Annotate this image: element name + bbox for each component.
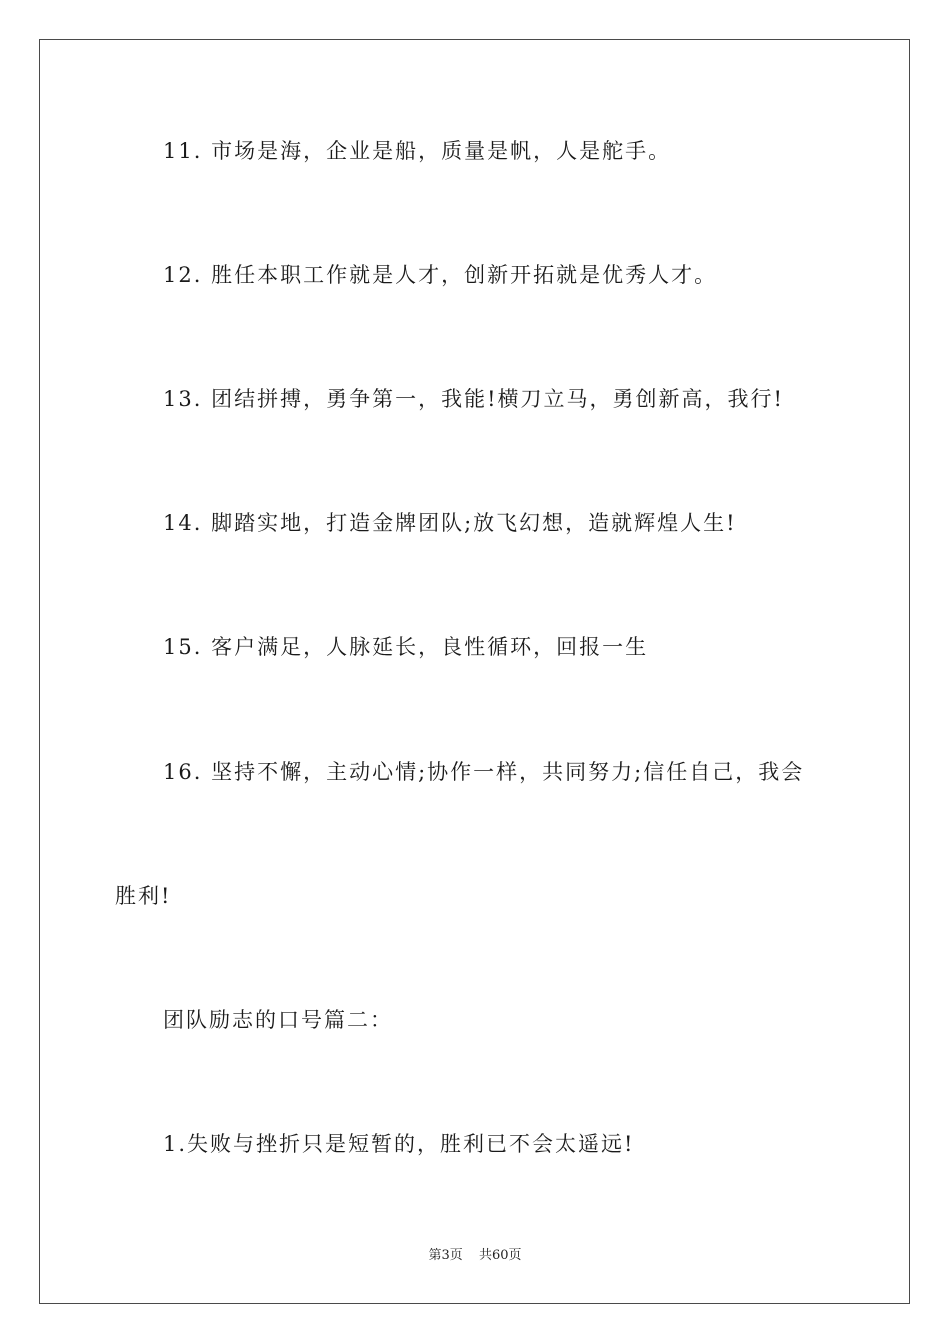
- slogan-line-14: 14. 脚踏实地，打造金牌团队;放飞幻想，造就辉煌人生!: [163, 511, 737, 535]
- slogan-line-15: 15. 客户满足，人脉延长，良性循环，回报一生: [163, 635, 649, 659]
- slogan-line-12: 12. 胜任本职工作就是人才，创新开拓就是优秀人才。: [163, 263, 718, 287]
- page-number: 第3页: [428, 1248, 463, 1263]
- slogan-line-16-continued: 胜利!: [115, 884, 172, 908]
- section-heading: 团队励志的口号篇二：: [163, 1008, 393, 1032]
- page-border: [39, 39, 910, 1304]
- slogan-line-1: 1.失败与挫折只是短暂的，胜利已不会太遥远!: [163, 1132, 635, 1156]
- page-total: 共60页: [478, 1248, 522, 1263]
- slogan-line-16: 16. 坚持不懈，主动心情;协作一样，共同努力;信任自己，我会: [163, 760, 805, 784]
- slogan-line-13: 13. 团结拼搏，勇争第一，我能!横刀立马，勇创新高，我行!: [163, 387, 784, 411]
- slogan-line-11: 11. 市场是海，企业是船，质量是帆，人是舵手。: [163, 139, 672, 163]
- page-footer: [0, 1247, 950, 1265]
